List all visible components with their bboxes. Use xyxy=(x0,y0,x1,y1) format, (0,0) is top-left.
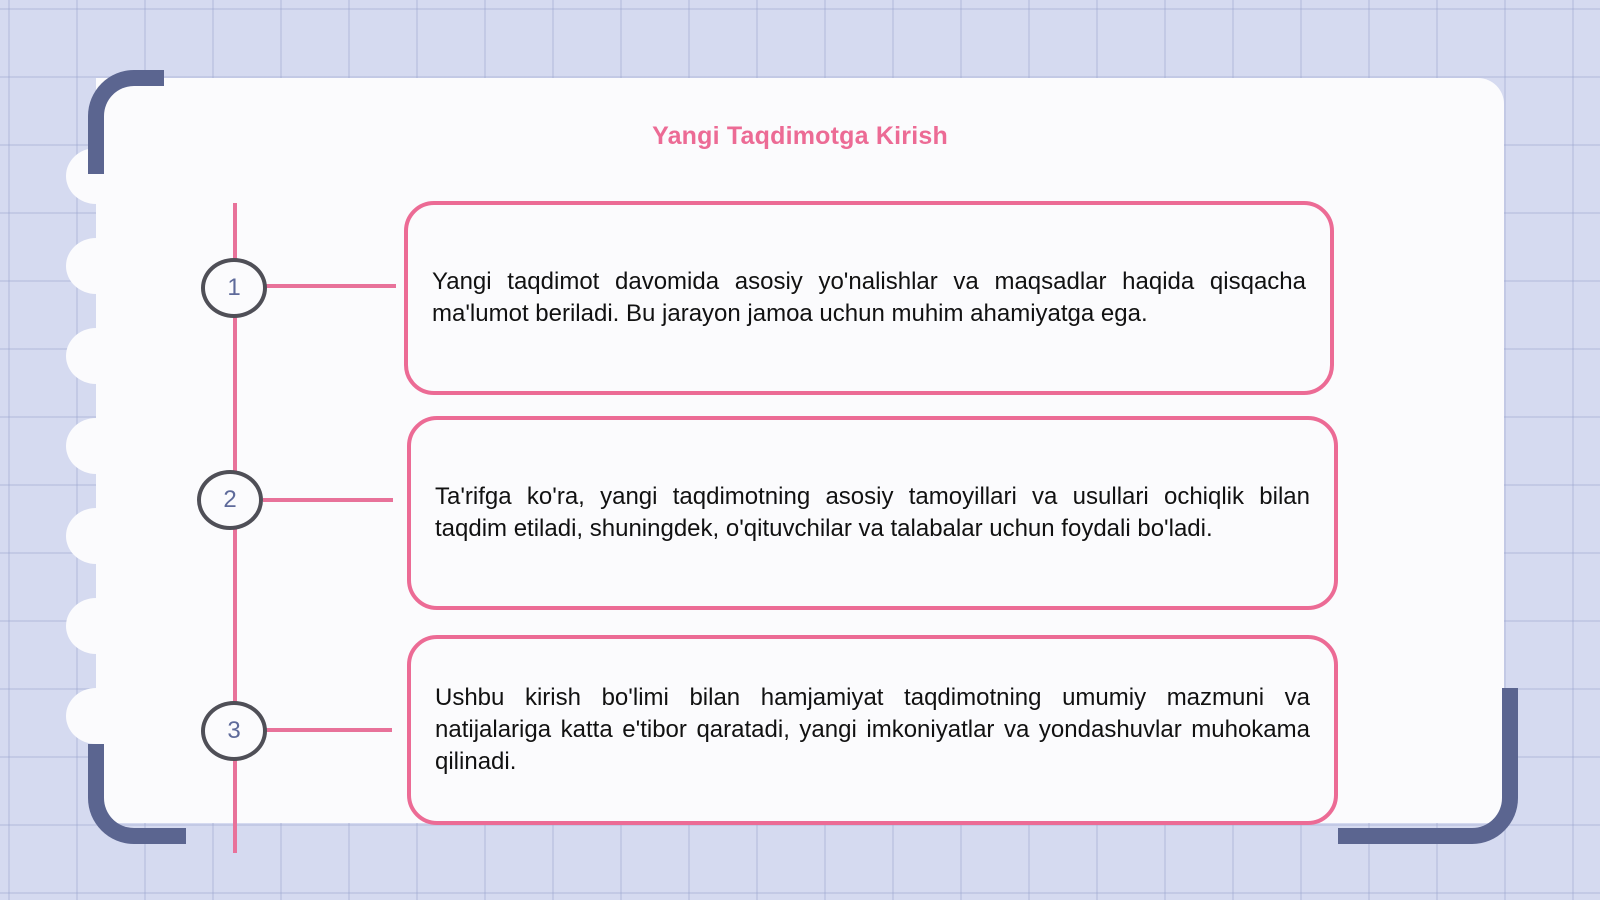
slide-title: Yangi Taqdimotga Kirish xyxy=(652,122,948,150)
paper-scallop xyxy=(66,508,126,564)
timeline-connector xyxy=(266,284,396,288)
step-badge xyxy=(197,470,263,530)
card-text: Ta'rifga ko'ra, yangi taqdimotning asosiy tamoyillari va usullari ochiqlik bilan taqdim etiladi, shuningdek, o'qituvchilar va talabalar uchun foydali bo'ladi. xyxy=(435,483,1310,542)
step-number: 1 xyxy=(227,274,241,301)
card-text: Ushbu kirish bo'limi bilan hamjamiyat taqdimotning umumiy mazmuni va natijalariga katta e'tibor qaratadi, yangi imkoniyatlar va yondashuvlar muhokama qilinadi. xyxy=(435,684,1310,775)
paper-scallop xyxy=(66,238,126,294)
card-text: Yangi taqdimot davomida asosiy yo'nalishlar va maqsadlar haqida qisqacha ma'lumot beriladi. Bu jarayon jamoa uchun muhim ahamiyatga ega. xyxy=(432,268,1306,327)
timeline-card xyxy=(404,201,1334,395)
corner-bracket-bottom-left xyxy=(88,744,186,844)
step-badge xyxy=(201,701,267,761)
step-number: 3 xyxy=(227,717,241,744)
paper-scallop xyxy=(66,598,126,654)
paper-scallop xyxy=(66,418,126,474)
timeline-card xyxy=(407,416,1338,610)
paper-scallop xyxy=(66,328,126,384)
timeline-card xyxy=(407,635,1338,825)
timeline-connector xyxy=(263,498,393,502)
step-badge xyxy=(201,258,267,318)
timeline-connector xyxy=(266,728,392,732)
corner-bracket-top-left xyxy=(88,70,164,174)
corner-bracket-bottom-right xyxy=(1338,688,1518,844)
step-number: 2 xyxy=(223,486,237,513)
paper-scallop xyxy=(66,688,126,744)
